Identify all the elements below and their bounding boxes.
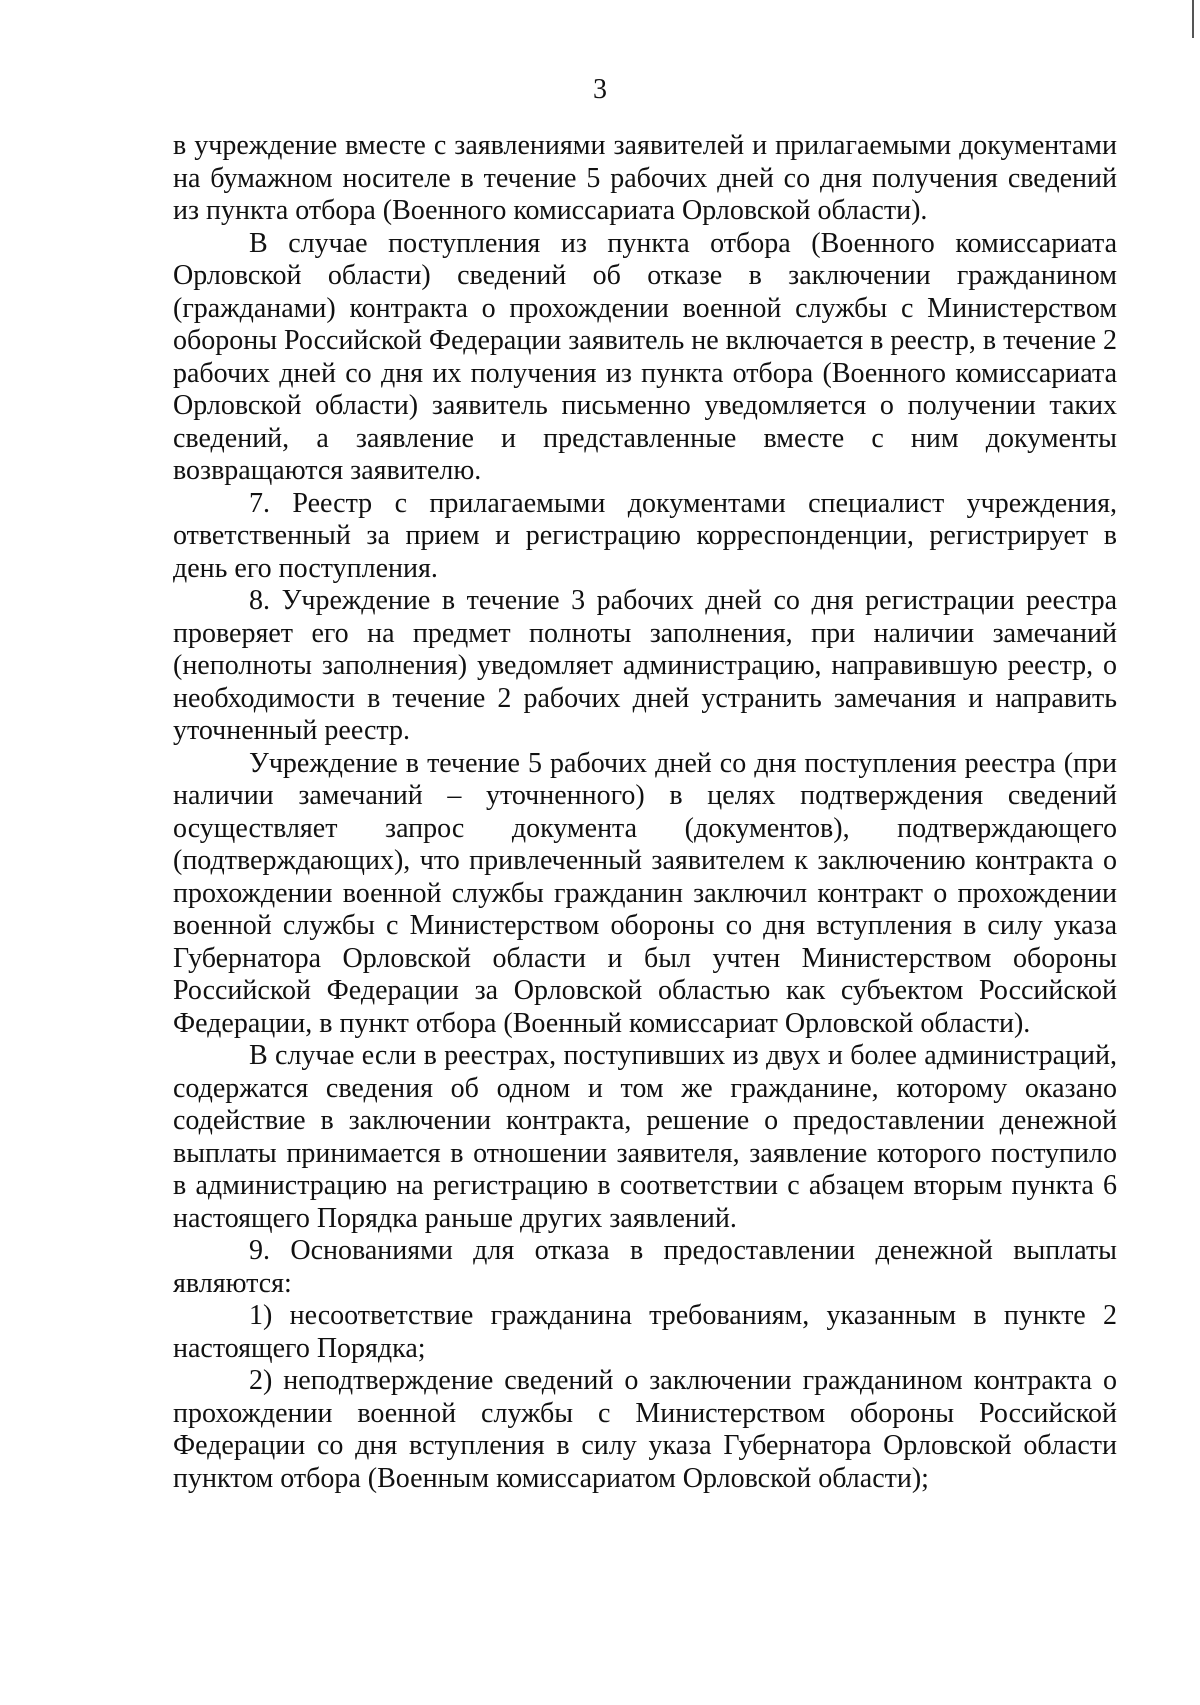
scan-edge-line [1192, 0, 1194, 38]
document-body [173, 130, 1117, 1495]
paragraph-item-9-sub-1: 1) несоответствие гражданина требованиям, указанным в пункте 2 настоящего Порядка; [173, 1300, 1117, 1364]
paragraph-item-9: 9. Основаниями для отказа в предоставлении денежной выплаты являются: [173, 1235, 1117, 1299]
paragraph-continuation: в учреждение вместе с заявлениями заявителей и прилагаемыми документами на бумажном носителе в течение 5 рабочих дней со дня получения сведений из пункта отбора (Военного комиссариата Орловской области). [173, 130, 1117, 226]
paragraph-duplicate-registers: В случае если в реестрах, поступивших из двух и более администраций, содержатся сведения об одном и том же гражданине, которому оказано содействие в заключении контракта, решение о предоставлении денежной выплаты принимается в отношении заявителя, заявление которого поступило в администрацию на регистрацию в соответствии с абзацем вторым пункта 6 настоящего Порядка раньше других заявлений. [173, 1040, 1117, 1234]
paragraph-request-documents: Учреждение в течение 5 рабочих дней со дня поступления реестра (при наличии замечаний – уточненного) в целях подтверждения сведений осуществляет запрос документа (документов), подтверждающего (подтверждающих), что привлеченный заявителем к заключению контракта о прохождении военной службы гражданин заключил контракт о прохождении военной службы с Министерством обороны со дня вступления в силу указа Губернатора Орловской области и был учтен Министерством обороны Российской Федерации за Орловской областью как субъектом Российской Федерации, в пункт отбора (Военный комиссариат Орловской области). [173, 747, 1117, 1039]
page-number: 3 [593, 74, 607, 105]
paragraph-item-9-sub-2: 2) неподтверждение сведений о заключении гражданином контракта о прохождении военной службы с Министерством обороны Российской Федерации со дня вступления в силу указа Губернатора Орловской области пунктом отбора (Военным комиссариатом Орловской области); [173, 1365, 1117, 1494]
paragraph-refusal-info: В случае поступления из пункта отбора (Военного комиссариата Орловской области) сведений об отказе в заключении гражданином (гражданами) контракта о прохождении военной службы с Министерством обороны Российской Федерации заявитель не включается в реестр, в течение 2 рабочих дней со дня их получения из пункта отбора (Военного комиссариата Орловской области) заявитель письменно уведомляется о получении таких сведений, а заявление и представленные вместе с ним документы возвращаются заявителю. [173, 227, 1118, 486]
paragraph-item-8: 8. Учреждение в течение 3 рабочих дней со дня регистрации реестра проверяет его на предмет полноты заполнения, при наличии замечаний (неполноты заполнения) уведомляет администрацию, направившую реестр, о необходимости в течение 2 рабочих дней устранить замечания и направить уточненный реестр. [173, 585, 1117, 746]
paragraph-item-7: 7. Реестр с прилагаемыми документами специалист учреждения, ответственный за прием и регистрацию корреспонденции, регистрирует в день его поступления. [173, 487, 1117, 584]
